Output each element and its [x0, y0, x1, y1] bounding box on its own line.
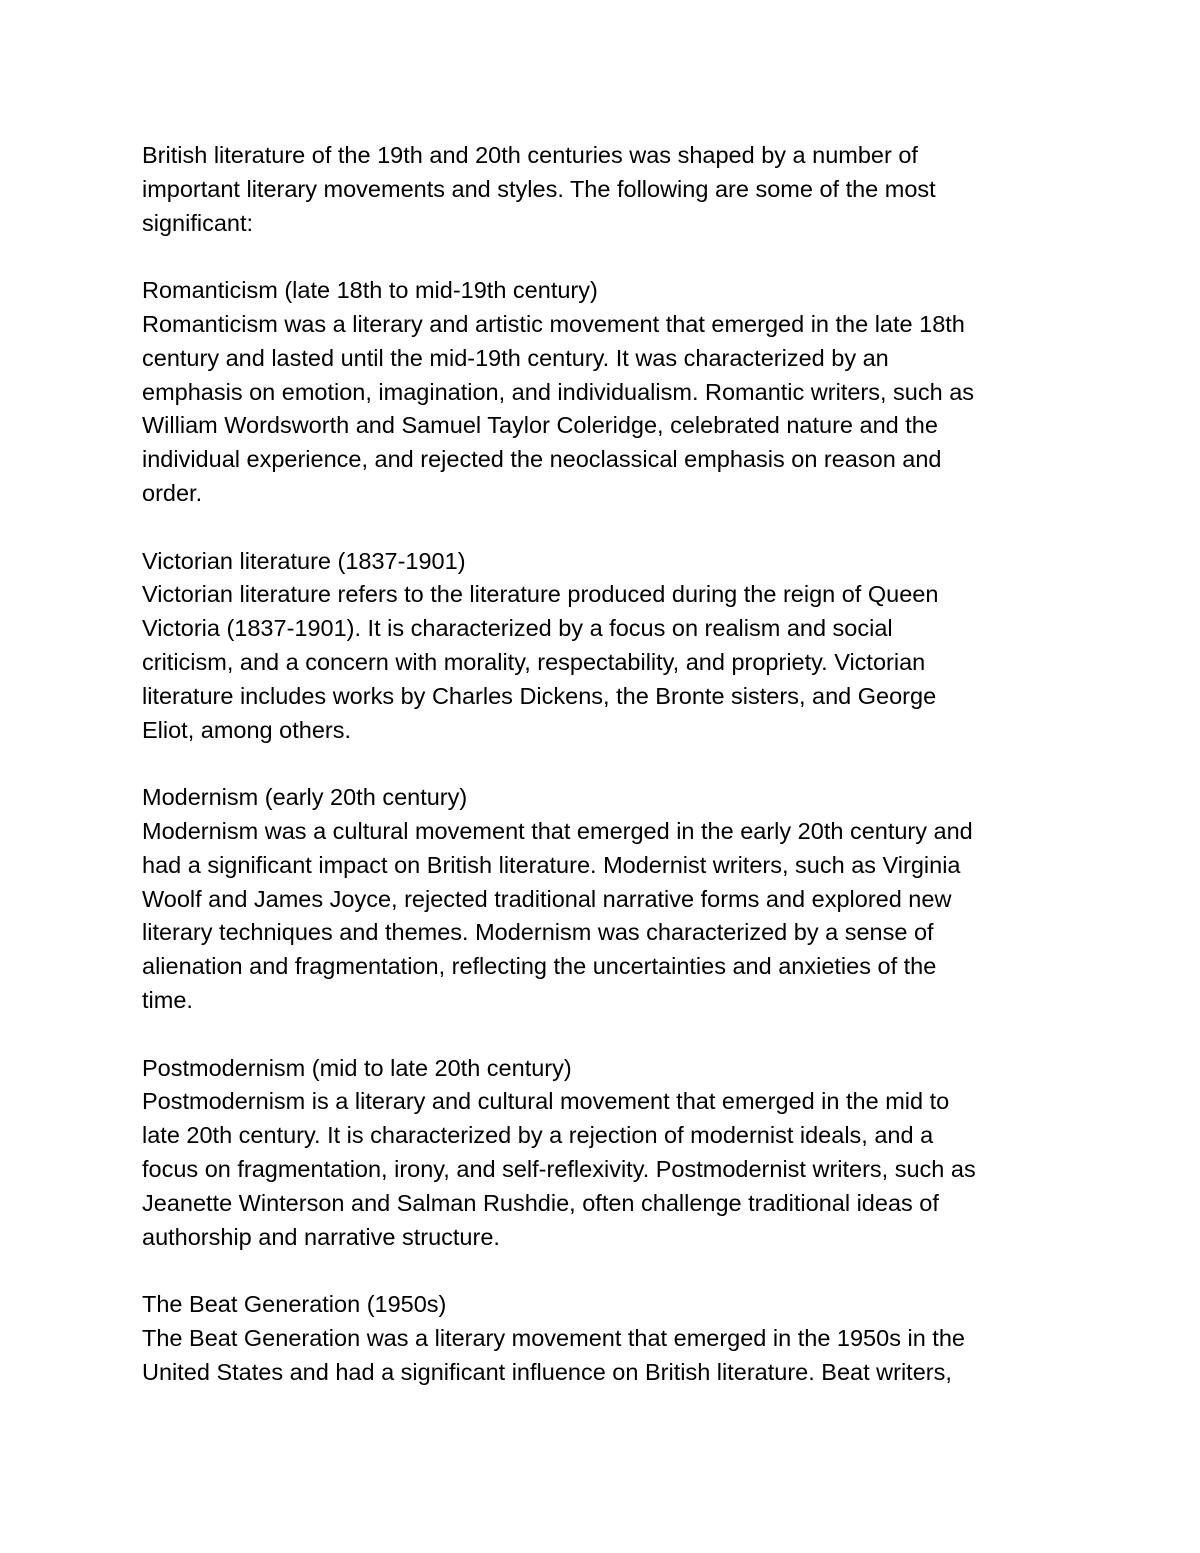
section-romanticism: [142, 274, 1062, 511]
section-heading: Postmodernism (mid to late 20th century): [142, 1054, 572, 1081]
paragraph-spacer: [142, 1018, 1062, 1052]
section-postmodernism: [142, 1052, 1062, 1255]
section-heading: The Beat Generation (1950s): [142, 1291, 447, 1318]
section-line: Jeanette Winterson and Salman Rushdie, often challenge traditional ideas of: [142, 1189, 939, 1216]
section-line: Eliot, among others.: [142, 716, 351, 743]
section-line: Victorian literature refers to the literature produced during the reign of Queen: [142, 581, 939, 608]
section-line: alienation and fragmentation, reflecting the uncertainties and anxieties of the: [142, 953, 937, 980]
paragraph-spacer: [142, 1254, 1062, 1288]
section-line: individual experience, and rejected the neoclassical emphasis on reason and: [142, 446, 942, 473]
section-line: William Wordsworth and Samuel Taylor Coleridge, celebrated nature and the: [142, 412, 938, 439]
section-line: literary techniques and themes. Modernism was characterized by a sense of: [142, 919, 934, 946]
intro-line: British literature of the 19th and 20th centuries was shaped by a number of: [142, 142, 918, 168]
intro-line: significant:: [142, 209, 254, 236]
section-line: emphasis on emotion, imagination, and individualism. Romantic writers, such as: [142, 378, 975, 405]
section-heading: Romanticism (late 18th to mid-19th century): [142, 277, 598, 304]
section-line: focus on fragmentation, irony, and self-reflexivity. Postmodernist writers, such as: [142, 1155, 976, 1182]
section-line: Postmodernism is a literary and cultural movement that emerged in the mid to: [142, 1088, 950, 1115]
intro-line: important literary movements and styles. The following are some of the most: [142, 175, 936, 202]
section-line: authorship and narrative structure.: [142, 1223, 500, 1250]
section-heading: Victorian literature (1837-1901): [142, 547, 466, 574]
section-line: Victoria (1837-1901). It is characterized by a focus on realism and social: [142, 615, 893, 642]
section-line: criticism, and a concern with morality, respectability, and propriety. Victorian: [142, 648, 926, 675]
section-line: Romanticism was a literary and artistic movement that emerged in the late 18th: [142, 310, 965, 337]
section-line: Modernism was a cultural movement that emerged in the early 20th century and: [142, 817, 973, 844]
section-line: United States and had a significant influence on British literature. Beat writers,: [142, 1358, 952, 1385]
section-modernism: [142, 781, 1062, 1018]
section-victorian: [142, 545, 1062, 748]
intro-paragraph: [142, 139, 1062, 240]
paragraph-spacer: [142, 511, 1062, 545]
section-line: century and lasted until the mid-19th century. It was characterized by an: [142, 344, 889, 371]
section-line: late 20th century. It is characterized by a rejection of modernist ideals, and a: [142, 1122, 934, 1149]
section-beat-generation: [142, 1288, 1062, 1389]
section-line: order.: [142, 479, 203, 506]
section-line: time.: [142, 986, 193, 1013]
document-body: [142, 139, 1062, 1389]
paragraph-spacer: [142, 240, 1062, 274]
section-line: literature includes works by Charles Dickens, the Bronte sisters, and George: [142, 682, 937, 709]
section-heading: Modernism (early 20th century): [142, 784, 468, 811]
paragraph-spacer: [142, 747, 1062, 781]
section-line: Woolf and James Joyce, rejected traditional narrative forms and explored new: [142, 885, 952, 912]
section-line: had a significant impact on British literature. Modernist writers, such as Virginia: [142, 851, 961, 878]
section-line: The Beat Generation was a literary movement that emerged in the 1950s in the: [142, 1324, 965, 1351]
